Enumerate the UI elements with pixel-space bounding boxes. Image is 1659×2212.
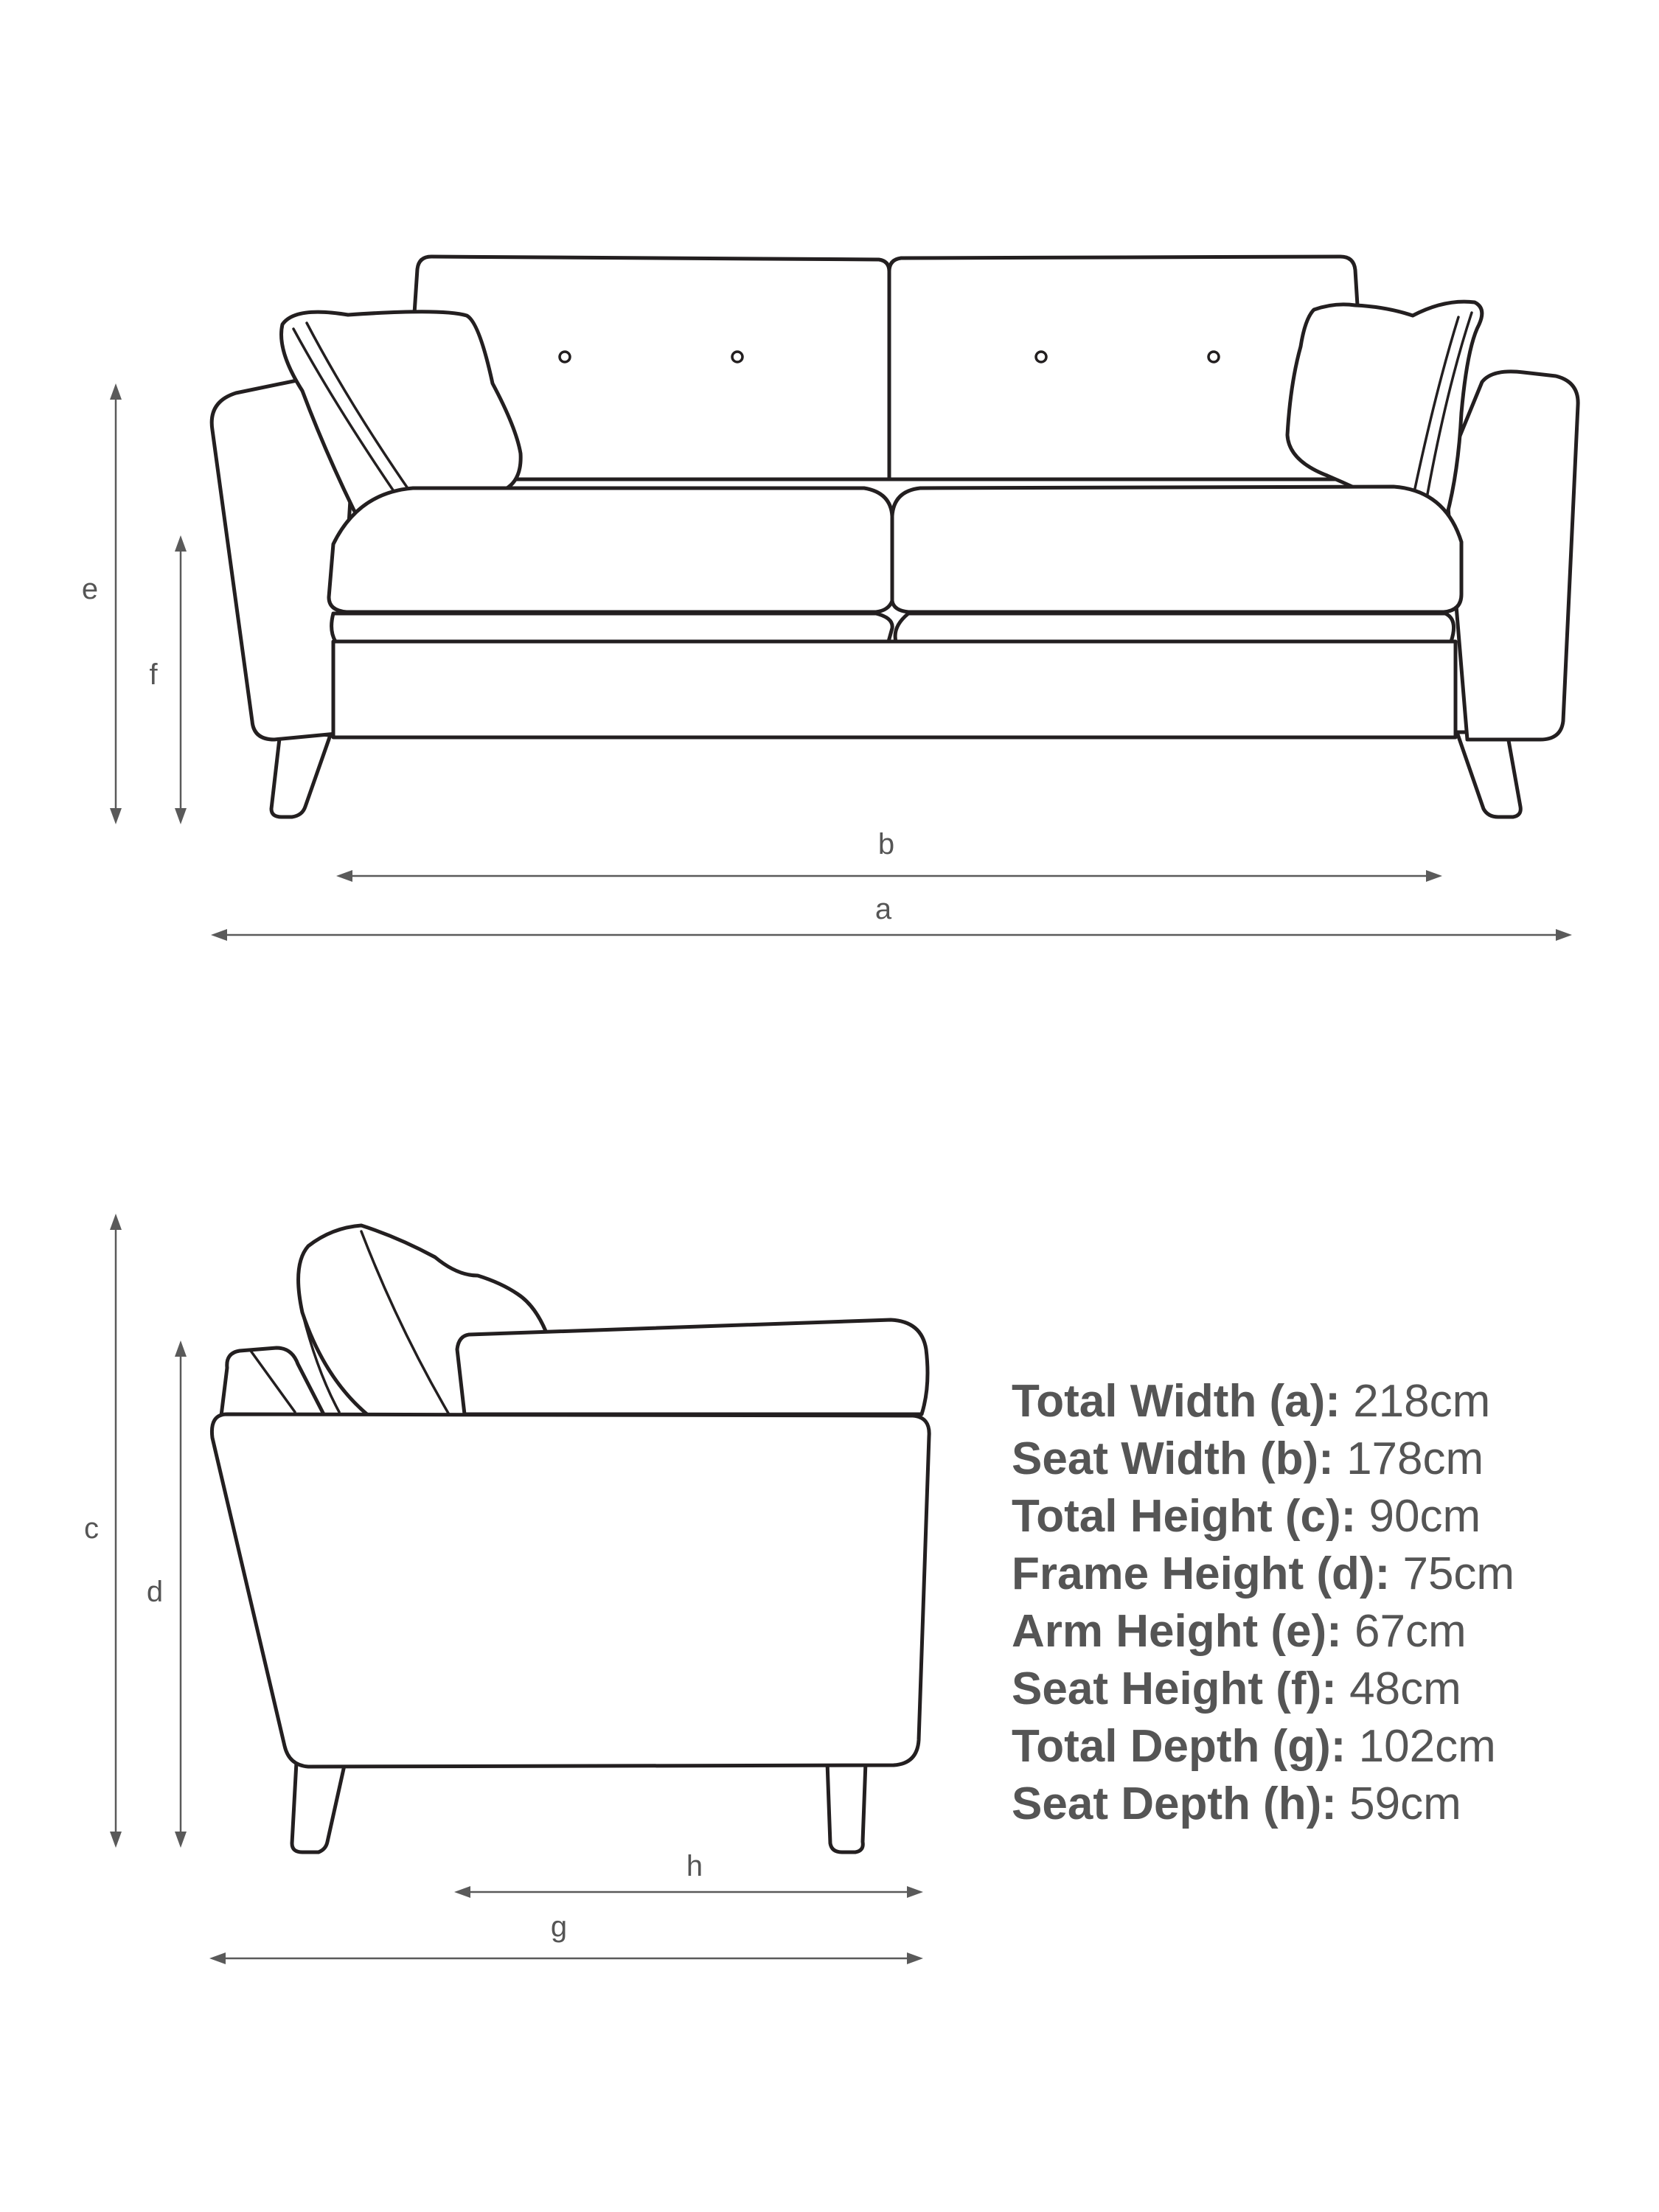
dimension-label-c: c: [84, 1512, 99, 1545]
spec-value: 48cm: [1349, 1663, 1461, 1714]
dimension-label-b: b: [877, 828, 895, 860]
spec-value: 75cm: [1402, 1548, 1515, 1599]
sofa-front-view: [212, 257, 1578, 817]
spec-label: Seat Height (f):: [1012, 1663, 1337, 1714]
front-right-leg: [1457, 732, 1520, 817]
spec-label: Arm Height (e):: [1012, 1606, 1342, 1657]
side-body: [212, 1414, 929, 1767]
spec-value: 90cm: [1368, 1491, 1481, 1542]
dimension-a: [211, 893, 1572, 941]
spec-label: Frame Height (d):: [1012, 1548, 1391, 1599]
dimension-h: [454, 1850, 923, 1898]
side-front-leg: [827, 1762, 866, 1852]
dimension-label-f: f: [149, 658, 158, 691]
seat-cushion-right: [892, 487, 1461, 612]
dimension-b: [336, 828, 1442, 882]
seat-cushion-front-right: [895, 613, 1453, 641]
back-cushion-right: [889, 257, 1358, 479]
spec-value: 59cm: [1349, 1778, 1461, 1829]
spec-label: Total Width (a):: [1012, 1376, 1340, 1427]
spec-frame-height: [1012, 1545, 1646, 1603]
dimension-label-h: h: [686, 1850, 703, 1882]
spec-value: 102cm: [1358, 1721, 1496, 1772]
spec-seat-depth: [1012, 1775, 1646, 1833]
spec-total-depth: [1012, 1718, 1646, 1775]
seat-cushion-front-left: [332, 613, 893, 641]
dimension-label-e: e: [81, 573, 99, 605]
dimension-e: [82, 383, 122, 824]
spec-seat-height: [1012, 1660, 1646, 1718]
spec-total-height: [1012, 1488, 1646, 1545]
spec-value: 218cm: [1353, 1376, 1491, 1427]
spec-label: Seat Depth (h):: [1012, 1778, 1337, 1829]
sofa-side-view: [212, 1225, 929, 1852]
specifications-list: [1012, 1373, 1646, 1833]
spec-seat-width: [1012, 1430, 1646, 1488]
spec-total-width: [1012, 1373, 1646, 1430]
dimension-c: [84, 1214, 122, 1848]
spec-value: 67cm: [1354, 1606, 1467, 1657]
spec-label: Total Depth (g):: [1012, 1721, 1346, 1772]
side-seat-cushion: [457, 1320, 928, 1414]
dimension-d: [147, 1340, 187, 1848]
dimension-g: [209, 1910, 923, 1964]
sofa-base: [333, 641, 1455, 737]
spec-label: Total Height (c):: [1012, 1491, 1357, 1542]
right-arm: [1445, 372, 1578, 740]
dimension-label-g: g: [550, 1910, 568, 1943]
spec-label: Seat Width (b):: [1012, 1433, 1334, 1484]
side-rear-leg: [292, 1762, 345, 1852]
spec-value: 178cm: [1346, 1433, 1484, 1484]
front-left-leg: [271, 732, 330, 817]
spec-arm-height: [1012, 1603, 1646, 1660]
dimension-label-a: a: [874, 893, 892, 925]
seat-cushion-left: [329, 488, 892, 612]
dimension-f: [149, 535, 187, 824]
dimension-label-d: d: [146, 1576, 164, 1608]
